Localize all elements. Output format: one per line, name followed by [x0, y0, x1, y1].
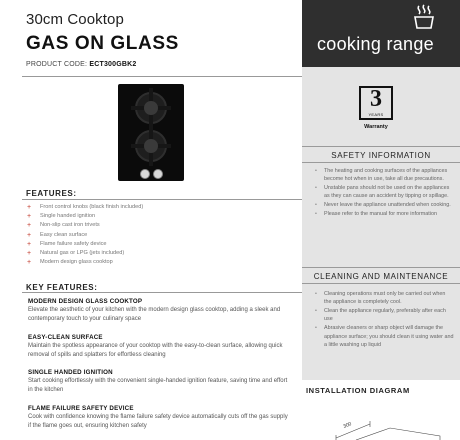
safety-divider-bottom: [302, 162, 460, 163]
product-code-label: PRODUCT CODE:: [26, 61, 88, 68]
cleaning-item: • Clean the appliance regularly, preferably after each use: [315, 308, 446, 323]
burner-bottom: [135, 130, 167, 162]
key-feature-heading: MODERN DESIGN GLASS COOKTOP: [28, 298, 143, 305]
steam-pot-icon: [413, 4, 435, 30]
safety-item: • Never leave the appliance unattended when cooking.: [315, 202, 451, 209]
feature-item: + Easy clean surface: [27, 231, 88, 239]
installation-dimension: 300: [342, 421, 353, 430]
cleaning-title: CLEANING AND MAINTENANCE: [313, 272, 449, 281]
product-code: [26, 61, 137, 68]
installation-title: INSTALLATION DIAGRAM: [306, 386, 410, 395]
brand-name: cooking range: [317, 34, 434, 54]
control-knob-left: [140, 169, 150, 179]
installation-diagram: [330, 418, 450, 440]
product-code-value: ECT300GBK2: [89, 61, 137, 68]
warranty-years-label: YEARS: [368, 112, 384, 117]
features-title: FEATURES:: [26, 189, 77, 198]
burner-top: [135, 92, 167, 124]
product-subtitle: 30cm Cooktop: [26, 11, 124, 28]
cooktop-image: [118, 84, 184, 181]
key-feature-heading: SINGLE HANDED IGNITION: [28, 369, 113, 376]
key-feature-text: Elevate the aesthetic of your kitchen with the modern design glass cooktop, adding a sleek and contemporary touch to your culinary space: [28, 307, 281, 323]
safety-item: • The heating and cooking surfaces of the appliances become hot when in use, take all due precautions.: [315, 168, 448, 183]
feature-item: + Single handed ignition: [27, 213, 96, 221]
key-feature-text: Start cooking effortlessly with the convenient single-handed ignition feature, saving time and effort in the kitchen: [28, 378, 288, 394]
warranty-years: 3: [370, 86, 382, 112]
cleaning-item: • Cleaning operations must only be carried out when the appliance is completely cool.: [315, 291, 446, 306]
feature-item: + Non-slip cast iron trivets: [27, 222, 100, 230]
feature-item: + Flame failure safety device: [27, 240, 107, 248]
product-title: GAS ON GLASS: [26, 33, 179, 54]
control-knob-right: [153, 169, 163, 179]
key-features-divider: [22, 292, 302, 293]
features-divider: [22, 199, 302, 200]
safety-item: • Unstable pans should not be used on the appliances as they can cause an accident by tipping or spillage.: [315, 185, 450, 200]
cleaning-divider-bottom: [302, 283, 460, 284]
key-feature-text: Maintain the spotless appearance of your cooktop with the easy-to-clean surface, allowing quick removal of spills and splatters for effortless cleaning: [28, 343, 283, 359]
feature-item: + Natural gas or LPG (jets included): [27, 249, 125, 257]
key-feature-heading: FLAME FAILURE SAFETY DEVICE: [28, 405, 134, 412]
safety-list: [312, 167, 454, 219]
feature-item: + Front control knobs (black finish included): [27, 204, 144, 211]
cleaning-divider-top: [302, 267, 460, 268]
key-feature-heading: EASY-CLEAN SURFACE: [28, 334, 103, 341]
warranty-label: Warranty: [364, 124, 388, 130]
safety-item: • Please refer to the manual for more information: [315, 211, 437, 218]
cleaning-list: [312, 290, 454, 350]
header-divider: [22, 76, 302, 77]
cleaning-item: • Abrasive cleaners or sharp object will damage the appliance surface; you should clean it using water and a little washing up liquid: [315, 325, 454, 348]
key-features-title: KEY FEATURES:: [26, 283, 98, 292]
safety-title: SAFETY INFORMATION: [331, 151, 431, 160]
safety-divider-top: [302, 146, 460, 147]
key-feature-text: Cook with confidence knowing the flame failure safety device automatically cuts off the gas supply if the flame goes out, ensuring kitchen safety: [28, 414, 288, 430]
feature-item: + Modern design glass cooktop: [27, 259, 113, 267]
features-list: [26, 203, 296, 267]
warranty-badge: [359, 86, 393, 120]
